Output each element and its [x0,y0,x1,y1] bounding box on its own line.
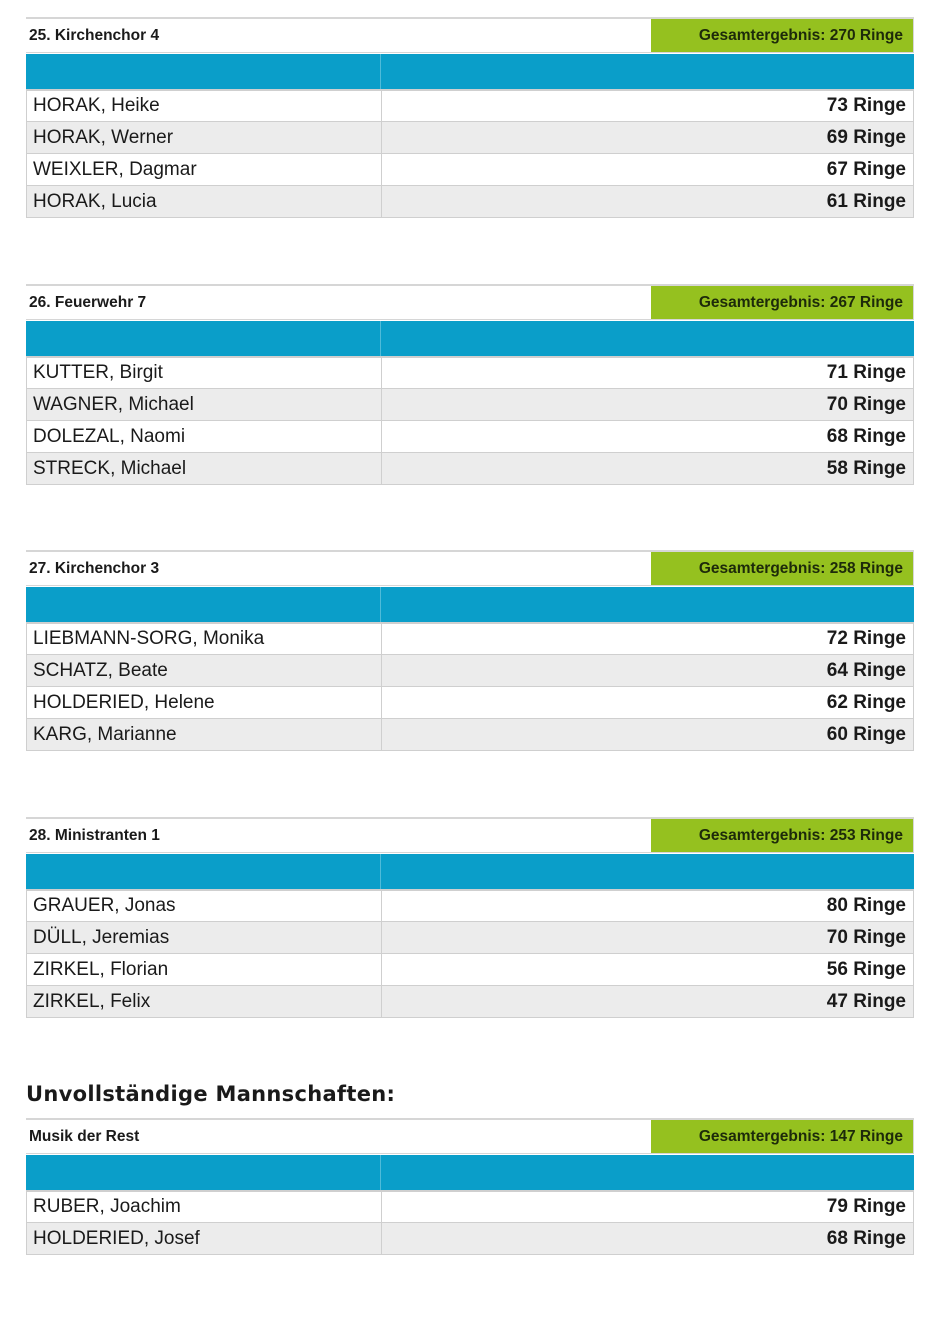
member-name: SCHATZ, Beate [27,655,382,686]
team-total: Gesamtergebnis: 253 Ringe [651,819,913,852]
member-list [26,356,914,485]
member-score: 62 Ringe [382,687,914,718]
member-row [27,453,914,485]
team-total: Gesamtergebnis: 258 Ringe [651,552,913,585]
member-score: 58 Ringe [382,453,914,484]
member-score: 71 Ringe [382,358,914,388]
column-header-bar [26,321,914,356]
column-header-bar [26,587,914,622]
member-name: LIEBMANN-SORG, Monika [27,624,382,654]
member-score: 56 Ringe [382,954,914,985]
member-score: 60 Ringe [382,719,914,750]
column-header-bar [26,1155,914,1190]
member-name: DÜLL, Jeremias [27,922,382,953]
member-name: HOLDERIED, Josef [27,1223,382,1254]
member-name: HORAK, Werner [27,122,382,153]
member-row [27,890,914,922]
team-header [26,284,914,320]
member-score: 68 Ringe [382,421,914,452]
section-heading: Unvollständige Mannschaften: [26,1082,396,1106]
team-total: Gesamtergebnis: 147 Ringe [651,1120,913,1153]
member-name: STRECK, Michael [27,453,382,484]
member-score: 80 Ringe [382,891,914,921]
team-block-25 [26,17,914,218]
member-score: 69 Ringe [382,122,914,153]
member-row [27,186,914,218]
member-row [27,1223,914,1255]
member-row [27,421,914,453]
member-score: 67 Ringe [382,154,914,185]
member-row [27,655,914,687]
member-row [27,986,914,1018]
member-name: ZIRKEL, Florian [27,954,382,985]
member-score: 61 Ringe [382,186,914,217]
member-score: 64 Ringe [382,655,914,686]
member-list [26,889,914,1018]
member-name: HOLDERIED, Helene [27,687,382,718]
member-row [27,122,914,154]
team-header [26,17,914,53]
team-header [26,550,914,586]
member-row [27,1191,914,1223]
member-name: HORAK, Lucia [27,186,382,217]
member-name: WEIXLER, Dagmar [27,154,382,185]
member-list [26,89,914,218]
member-score: 70 Ringe [382,922,914,953]
column-header-bar [26,854,914,889]
team-title: 26. Feuerwehr 7 [29,293,147,311]
member-score: 70 Ringe [382,389,914,420]
member-score: 73 Ringe [382,91,914,121]
member-name: HORAK, Heike [27,91,382,121]
member-score: 79 Ringe [382,1192,914,1222]
team-block-26 [26,284,914,485]
member-name: KUTTER, Birgit [27,358,382,388]
member-score: 72 Ringe [382,624,914,654]
member-name: ZIRKEL, Felix [27,986,382,1017]
team-title: 25. Kirchenchor 4 [29,26,160,44]
team-title: 28. Ministranten 1 [29,826,160,844]
team-header [26,817,914,853]
team-block-incomplete [26,1118,914,1255]
team-total: Gesamtergebnis: 270 Ringe [651,19,913,52]
column-header-bar [26,54,914,89]
member-row [27,687,914,719]
member-row [27,719,914,751]
member-row [27,90,914,122]
member-name: WAGNER, Michael [27,389,382,420]
member-row [27,357,914,389]
member-name: RUBER, Joachim [27,1192,382,1222]
member-row [27,922,914,954]
member-score: 68 Ringe [382,1223,914,1254]
member-row [27,389,914,421]
team-title: 27. Kirchenchor 3 [29,559,160,577]
member-name: KARG, Marianne [27,719,382,750]
team-block-28 [26,817,914,1018]
team-total: Gesamtergebnis: 267 Ringe [651,286,913,319]
member-row [27,623,914,655]
member-row [27,954,914,986]
team-title: Musik der Rest [29,1127,140,1145]
member-list [26,1190,914,1255]
member-name: GRAUER, Jonas [27,891,382,921]
member-list [26,622,914,751]
member-score: 47 Ringe [382,986,914,1017]
team-header [26,1118,914,1154]
member-name: DOLEZAL, Naomi [27,421,382,452]
team-block-27 [26,550,914,751]
member-row [27,154,914,186]
